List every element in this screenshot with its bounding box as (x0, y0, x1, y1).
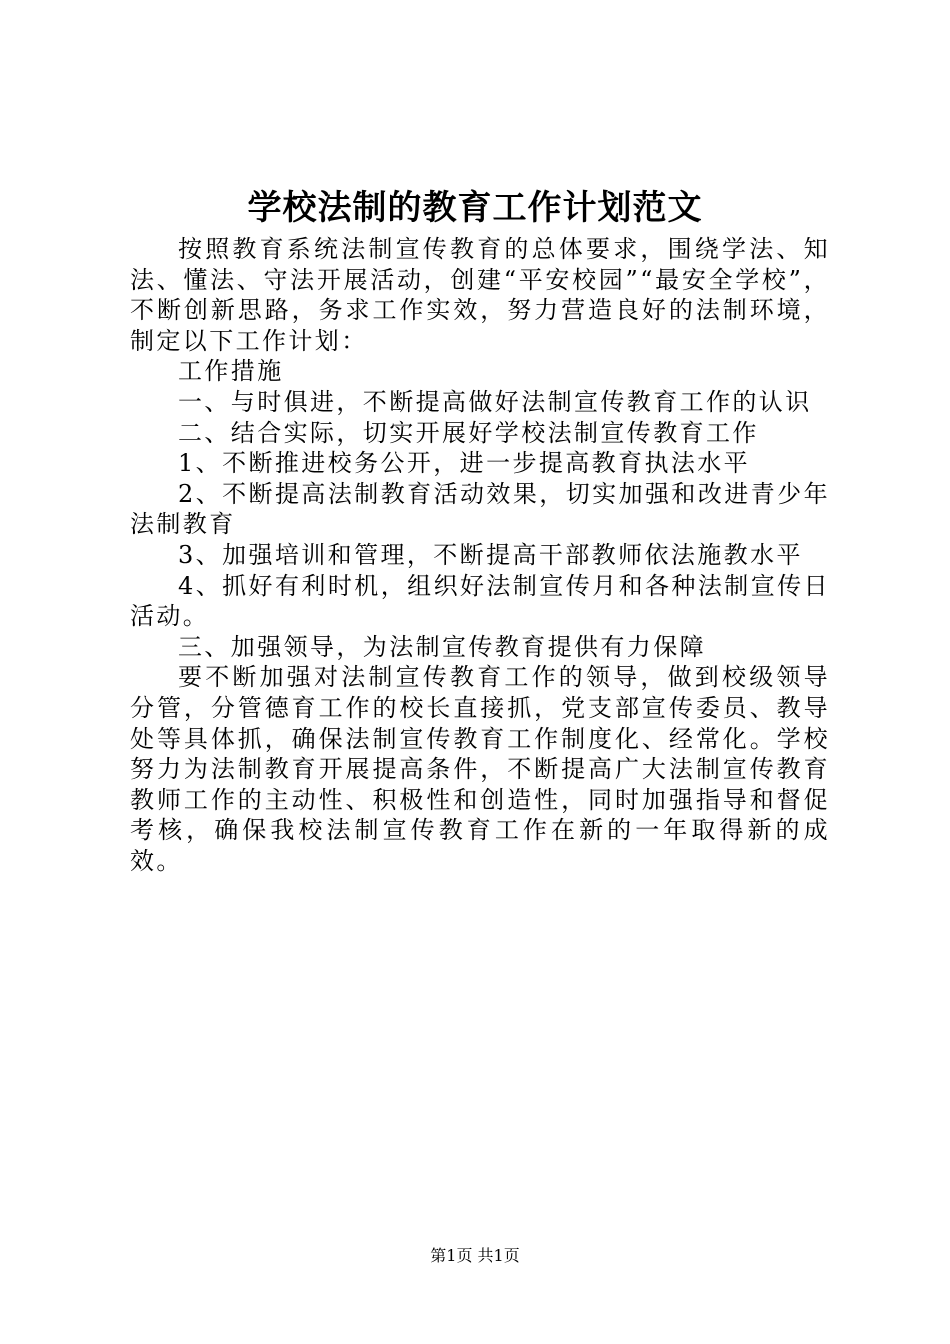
paragraph-item-3: 3、加强培训和管理，不断提高干部教师依法施教水平 (178, 540, 803, 569)
paragraph-item-4: 4、抓好有利时机，组织好法制宣传月和各种法制宣传日活动。 (130, 571, 830, 631)
paragraph-section-one: 一、与时俱进，不断提高做好法制宣传教育工作的认识 (178, 387, 812, 416)
paragraph-closing: 要不断加强对法制宣传教育工作的领导，做到校级领导分管，分管德育工作的校长直接抓，党支部宣传委员、教导处等具体抓，确保法制宣传教育工作制度化、经常化。学校努力为法制教育开展提高条件，不断提高广大法制宣传教育教师工作的主动性、积极性和创造性，同时加强指导和督促考核，确保我校法制宣传教育工作在新的一年取得新的成效。 (130, 663, 830, 875)
paragraph-section-two: 二、结合实际，切实开展好学校法制宣传教育工作 (178, 418, 759, 447)
page-number-footer: 第1页 共1页 (430, 1246, 520, 1265)
paragraph-item-1: 1、不断推进校务公开，进一步提高教育执法水平 (178, 449, 751, 478)
paragraph-measures-heading: 工作措施 (178, 357, 284, 386)
document-body (130, 234, 830, 876)
document-title: 学校法制的教育工作计划范文 (247, 188, 703, 228)
paragraph-intro: 按照教育系统法制宣传教育的总体要求，围绕学法、知法、懂法、守法开展活动，创建“平安校园”“最安全学校”，不断创新思路，务求工作实效，努力营造良好的法制环境，制定以下工作计划： (130, 235, 830, 355)
paragraph-section-three: 三、加强领导，为法制宣传教育提供有力保障 (178, 632, 706, 661)
paragraph-item-2: 2、不断提高法制教育活动效果，切实加强和改进青少年法制教育 (130, 479, 830, 539)
